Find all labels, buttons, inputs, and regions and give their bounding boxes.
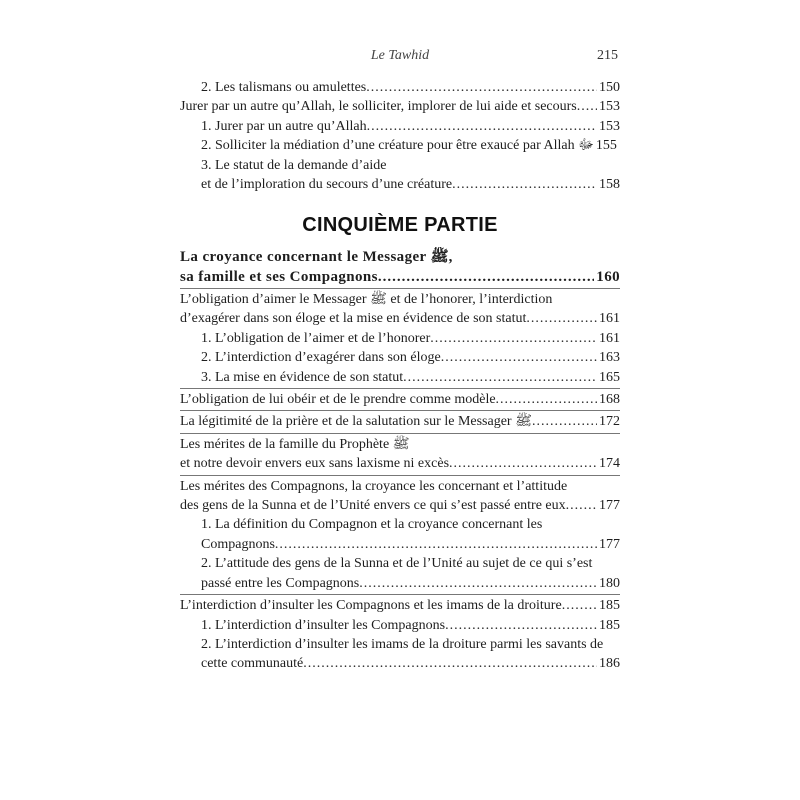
leader-dots xyxy=(430,329,597,348)
toc-entry-text: des gens de la Sunna et de l’Unité envers ce qui s’est passé entre eux xyxy=(180,498,566,514)
toc-entry-last-line xyxy=(180,496,620,515)
toc-entry-text: 2. L’interdiction d’exagérer dans son éloge xyxy=(201,350,441,366)
toc-entry-text: La légitimité de la prière et de la salutation sur le Messager ﷺ xyxy=(180,414,533,430)
toc-subentry xyxy=(180,348,620,367)
toc-entry-last-line xyxy=(201,348,620,367)
toc-entry-text: Jurer par un autre qu’Allah, le solliciter, implorer de lui aide et secours xyxy=(180,99,577,115)
toc-entry-text: 1. L’interdiction d’insulter les Compagnons xyxy=(201,617,446,633)
toc-subentry xyxy=(180,554,620,593)
toc-page-number: 165 xyxy=(599,369,620,385)
toc-subentry xyxy=(180,136,620,155)
toc-page-number: 177 xyxy=(599,536,620,552)
toc-chapter-section xyxy=(180,247,620,674)
toc-entry-last-line xyxy=(201,574,620,593)
chapter-page-number: 160 xyxy=(596,269,620,285)
toc-entry-last-line xyxy=(201,78,620,97)
toc-page-number: 158 xyxy=(599,177,620,193)
toc-entry-line: 2. L’interdiction d’insulter les imams de la droiture parmi les savants de xyxy=(201,636,604,652)
toc-entry-last-line xyxy=(201,117,620,136)
leader-dots xyxy=(359,574,597,593)
toc-entry-text: 2. Solliciter la médiation d’une créature pour être exaucé par Allah ﷻ xyxy=(201,138,594,154)
page-number: 215 xyxy=(597,48,618,63)
toc-page-number: 163 xyxy=(599,350,620,366)
toc-entry-text: L’interdiction d’insulter les Compagnons et les imams de la droiture xyxy=(180,598,562,614)
toc-entry xyxy=(180,433,620,474)
toc-entry-line: L’obligation d’aimer le Messager ﷺ et de l’honorer, l’interdiction xyxy=(180,292,553,307)
leader-dots xyxy=(496,390,597,409)
leader-dots xyxy=(378,267,594,287)
toc-entry-last-line xyxy=(201,368,620,387)
toc-entries xyxy=(180,288,620,674)
toc-entry-text: 1. Jurer par un autre qu’Allah xyxy=(201,118,367,134)
leader-dots xyxy=(441,348,597,367)
toc-entry-last-line xyxy=(201,329,620,348)
toc-page-number: 168 xyxy=(599,392,620,408)
toc-subentry xyxy=(180,156,620,195)
toc-page-number: 150 xyxy=(599,80,620,95)
toc-subentry xyxy=(180,635,620,674)
toc-entry xyxy=(180,288,620,329)
running-title: Le Tawhid xyxy=(370,48,430,63)
leader-dots xyxy=(566,496,597,515)
chapter-line-last xyxy=(180,267,620,287)
toc-subentry xyxy=(180,117,620,136)
toc-subentry xyxy=(180,329,620,348)
chapter-entry xyxy=(180,247,620,287)
toc-page-number: 180 xyxy=(599,575,620,591)
toc-page-number: 177 xyxy=(599,498,620,514)
toc-page-number: 161 xyxy=(599,330,620,346)
toc-page-number: 155 xyxy=(595,138,617,154)
running-header xyxy=(0,48,800,68)
part-title: CINQUIÈME PARTIE xyxy=(302,214,498,236)
toc-entry xyxy=(180,97,620,116)
leader-dots xyxy=(449,454,597,473)
toc-page-number: 185 xyxy=(599,617,620,633)
toc-page-number: 185 xyxy=(599,598,620,614)
toc-entry-text: Compagnons xyxy=(201,536,275,552)
toc-entry xyxy=(180,410,620,431)
leader-dots xyxy=(452,175,597,194)
toc-page-number: 153 xyxy=(599,99,620,115)
toc-entry-text: cette communauté xyxy=(201,656,304,672)
leader-dots xyxy=(532,412,597,431)
toc-entry xyxy=(180,475,620,516)
toc-entry-last-line xyxy=(180,596,620,615)
toc-entry-last-line xyxy=(180,454,620,473)
leader-dots xyxy=(562,596,597,615)
toc-subentry xyxy=(180,78,620,97)
toc-entry-last-line xyxy=(201,616,620,635)
chapter-line: La croyance concernant le Messager ﷺ, xyxy=(180,249,453,265)
toc-subentry xyxy=(180,368,620,387)
toc-page-number: 161 xyxy=(599,311,620,327)
leader-dots xyxy=(366,78,597,97)
toc-entry-text: L’obligation de lui obéir et de le prendre comme modèle xyxy=(180,392,496,408)
toc-entry-text: passé entre les Compagnons xyxy=(201,575,360,591)
leader-dots xyxy=(526,309,597,328)
toc-entry-last-line xyxy=(180,412,620,431)
toc-page-number: 153 xyxy=(599,118,620,134)
toc-page-number: 172 xyxy=(599,414,620,430)
leader-dots xyxy=(445,616,597,635)
toc-subentry xyxy=(180,515,620,554)
toc-entry-last-line xyxy=(180,309,620,328)
leader-dots xyxy=(367,117,597,136)
toc-entry-line: 2. L’attitude des gens de la Sunna et de l’Unité au sujet de ce qui s’est xyxy=(201,556,593,572)
toc-entry-line: Les mérites des Compagnons, la croyance les concernant et l’attitude xyxy=(180,478,568,494)
toc-entry xyxy=(180,388,620,409)
leader-dots xyxy=(403,368,597,387)
toc-entry-text: 3. La mise en évidence de son statut xyxy=(201,369,404,385)
toc-top-section xyxy=(180,78,620,194)
toc-entry-last-line xyxy=(180,97,620,116)
toc-entry-text: 2. Les talismans ou amulettes xyxy=(201,80,367,95)
toc-entry-last-line xyxy=(201,654,620,673)
toc-entry-line: 1. La définition du Compagnon et la croyance concernant les xyxy=(201,517,543,533)
toc-entry-text: 1. L’obligation de l’aimer et de l’honorer xyxy=(201,330,431,346)
toc-entry xyxy=(180,594,620,615)
toc-entry-text: et de l’imploration du secours d’une créature xyxy=(201,177,453,193)
toc-entry-last-line xyxy=(201,136,620,155)
toc-subentry xyxy=(180,616,620,635)
toc-page-number: 174 xyxy=(599,456,620,472)
leader-dots xyxy=(577,97,597,116)
toc-entry-last-line xyxy=(180,390,620,409)
toc-entry-line: Les mérites de la famille du Prophète ﷺ xyxy=(180,436,410,452)
leader-dots xyxy=(275,535,597,554)
toc-entry-last-line xyxy=(201,175,620,194)
chapter-line-text: sa famille et ses Compagnons xyxy=(180,269,378,285)
toc-page-number: 186 xyxy=(599,656,620,672)
toc-entry-line: 3. Le statut de la demande d’aide xyxy=(201,157,387,173)
toc-entry-text: et notre devoir envers eux sans laxisme ni excès xyxy=(180,456,450,472)
toc-entry-last-line xyxy=(201,535,620,554)
leader-dots xyxy=(303,654,597,673)
toc-entry-text: d’exagérer dans son éloge et la mise en évidence de son statut xyxy=(180,311,527,327)
